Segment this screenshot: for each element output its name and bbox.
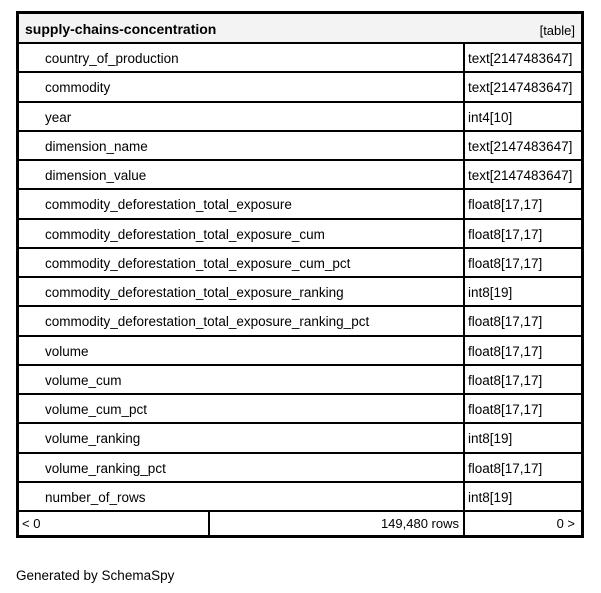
row-count-cell bbox=[210, 512, 465, 535]
table-row[interactable] bbox=[19, 44, 581, 73]
column-name[interactable]: volume_cum bbox=[45, 372, 122, 388]
column-name[interactable]: commodity_deforestation_total_exposure_cum_pct bbox=[45, 255, 351, 271]
column-name-cell bbox=[19, 103, 465, 130]
column-type: float8[17,17] bbox=[468, 255, 543, 271]
generated-by-text: Generated by SchemaSpy bbox=[16, 568, 175, 583]
table-row[interactable] bbox=[19, 483, 581, 512]
column-name[interactable]: country_of_production bbox=[45, 51, 179, 66]
table-row[interactable] bbox=[19, 278, 581, 307]
column-name[interactable]: dimension_name bbox=[45, 138, 148, 154]
column-name-cell bbox=[19, 337, 465, 364]
parents-cell bbox=[19, 512, 210, 535]
column-type: float8[17,17] bbox=[468, 226, 543, 242]
column-name[interactable]: year bbox=[45, 109, 72, 125]
table-footer bbox=[19, 512, 581, 535]
column-type: float8[17,17] bbox=[468, 197, 543, 213]
table-kind-label: [table] bbox=[539, 23, 575, 38]
column-name[interactable]: commodity_deforestation_total_exposure_ranking bbox=[45, 285, 344, 300]
column-name[interactable]: volume_ranking bbox=[45, 431, 141, 447]
column-name[interactable]: volume_ranking_pct bbox=[45, 460, 166, 476]
parents-count: < 0 bbox=[22, 516, 41, 531]
column-type: int8[19] bbox=[468, 489, 513, 505]
column-name[interactable]: dimension_value bbox=[45, 168, 147, 183]
column-name-cell bbox=[19, 395, 465, 422]
table-header bbox=[19, 14, 581, 44]
column-type: text[2147483647] bbox=[468, 138, 573, 154]
table-row[interactable] bbox=[19, 132, 581, 161]
column-name-cell bbox=[19, 132, 465, 159]
table-row[interactable] bbox=[19, 337, 581, 366]
column-type: int8[19] bbox=[468, 285, 513, 300]
column-name-cell bbox=[19, 424, 465, 451]
table-row[interactable] bbox=[19, 424, 581, 453]
column-name-cell bbox=[19, 73, 465, 100]
column-type: text[2147483647] bbox=[468, 168, 573, 183]
column-list bbox=[19, 44, 581, 512]
row-count: 149,480 rows bbox=[380, 516, 459, 531]
column-name[interactable]: commodity_deforestation_total_exposure_ranking_pct bbox=[45, 314, 370, 330]
column-name[interactable]: volume_cum_pct bbox=[45, 402, 148, 417]
children-cell bbox=[465, 512, 581, 535]
table-row[interactable] bbox=[19, 307, 581, 336]
column-type: float8[17,17] bbox=[468, 402, 543, 417]
column-name-cell bbox=[19, 366, 465, 393]
column-name-cell bbox=[19, 161, 465, 188]
column-type: float8[17,17] bbox=[468, 343, 543, 359]
column-type: float8[17,17] bbox=[468, 314, 543, 330]
column-name-cell bbox=[19, 454, 465, 481]
column-type: text[2147483647] bbox=[468, 80, 573, 96]
column-name[interactable]: volume bbox=[45, 343, 89, 359]
column-name-cell bbox=[19, 483, 465, 510]
column-name-cell bbox=[19, 278, 465, 305]
children-count: 0 > bbox=[556, 516, 575, 531]
column-type: text[2147483647] bbox=[468, 51, 573, 66]
column-name-cell bbox=[19, 249, 465, 276]
table-row[interactable] bbox=[19, 454, 581, 483]
table-row[interactable] bbox=[19, 395, 581, 424]
column-name[interactable]: commodity_deforestation_total_exposure_cum bbox=[45, 226, 325, 242]
table-row[interactable] bbox=[19, 220, 581, 249]
column-name-cell bbox=[19, 220, 465, 247]
column-name-cell bbox=[19, 44, 465, 71]
column-name-cell bbox=[19, 307, 465, 334]
column-type: float8[17,17] bbox=[468, 460, 543, 476]
table-row[interactable] bbox=[19, 249, 581, 278]
column-type: int8[19] bbox=[468, 431, 513, 447]
column-name[interactable]: commodity bbox=[45, 80, 111, 96]
column-type: float8[17,17] bbox=[468, 372, 543, 388]
table-row[interactable] bbox=[19, 366, 581, 395]
table-row[interactable] bbox=[19, 103, 581, 132]
column-name[interactable]: commodity_deforestation_total_exposure bbox=[45, 197, 292, 213]
column-type: int4[10] bbox=[468, 109, 513, 125]
column-name-cell bbox=[19, 190, 465, 217]
table-row[interactable] bbox=[19, 73, 581, 102]
table-row[interactable] bbox=[19, 161, 581, 190]
table-entity-box bbox=[16, 11, 584, 538]
table-name[interactable]: supply-chains-concentration bbox=[25, 21, 217, 37]
column-name[interactable]: number_of_rows bbox=[45, 489, 146, 505]
table-row[interactable] bbox=[19, 190, 581, 219]
